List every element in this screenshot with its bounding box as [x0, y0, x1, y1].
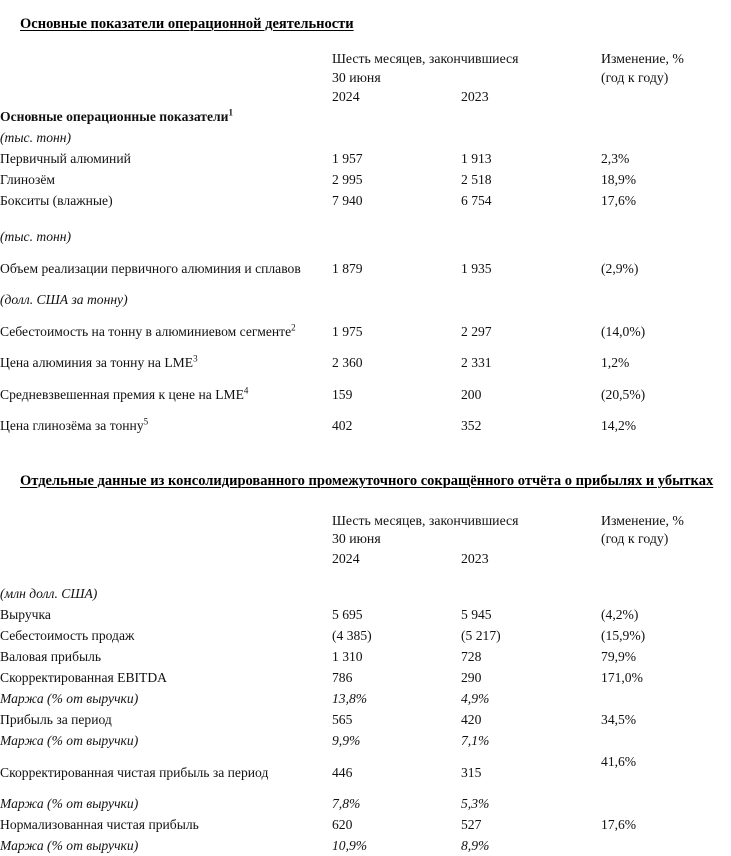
- row-value-change: 2,3%: [601, 151, 630, 167]
- table-row: [0, 625, 731, 646]
- table-row: [0, 353, 731, 374]
- table-2-units-row: [0, 583, 731, 604]
- row-value-change: 34,5%: [601, 712, 637, 727]
- spacer-cell: [461, 212, 601, 227]
- table-row: [0, 814, 731, 835]
- operating-results-table: [0, 35, 731, 437]
- period-line-1: Шесть месяцев, закончившиеся: [332, 51, 519, 67]
- table-row: [0, 374, 731, 416]
- change-line-2: (год к году): [601, 69, 669, 85]
- row-value-2024: 2 360: [332, 355, 363, 371]
- table-2-change-header: [601, 512, 731, 549]
- spacer-cell: [332, 212, 461, 227]
- row-value-2023: 2 297: [461, 323, 492, 339]
- table-row: [0, 416, 731, 437]
- header-empty-cell: [601, 549, 731, 568]
- row-label: Маржа (% от выручки): [0, 691, 139, 706]
- row-value-2024: (4 385): [332, 628, 372, 643]
- row-value-2023: 1 935: [461, 260, 492, 276]
- table-row: [0, 646, 731, 667]
- row-value-2024: 7,8%: [332, 796, 361, 811]
- row-value-2024: 10,9%: [332, 838, 368, 853]
- units-label: (млн долл. США): [0, 586, 98, 601]
- table-row: [0, 248, 731, 290]
- change-line-1: Изменение, %: [601, 512, 684, 528]
- spacer-cell: [332, 568, 461, 583]
- spacer-cell: [0, 568, 332, 583]
- change-line-1: Изменение, %: [601, 51, 684, 67]
- row-value-change: [601, 835, 731, 856]
- table-2-header-period-row: [0, 512, 731, 549]
- row-value-2024: 402: [332, 418, 353, 434]
- table-row: [0, 191, 731, 212]
- section-2-heading: [0, 463, 731, 492]
- row-value-2024: 1 975: [332, 323, 363, 339]
- row-label-text: Цена глинозёма за тонну: [0, 418, 144, 434]
- row-value-2024: 1 310: [332, 649, 363, 664]
- row-value-change: (4,2%): [601, 607, 639, 622]
- row-value-2023: 1 913: [461, 151, 492, 167]
- row-value-change: 1,2%: [601, 355, 630, 371]
- row-label: Маржа (% от выручки): [0, 838, 139, 853]
- row-label: Первичный алюминий: [0, 151, 131, 167]
- table-2-header-year-row: [0, 549, 731, 568]
- row-value-2023: 200: [461, 386, 482, 402]
- units-label: (долл. США за тонну): [0, 292, 128, 308]
- section-1-heading: [0, 0, 731, 35]
- row-value-change: [601, 793, 731, 814]
- row-value-2023: 728: [461, 649, 482, 664]
- table-1-top-spacer: [0, 35, 731, 50]
- row-value-change: 171,0%: [601, 670, 643, 685]
- table-1-header-period-row: [0, 50, 731, 87]
- table-row: [0, 170, 731, 191]
- row-label: Глинозём: [0, 172, 55, 188]
- row-label: Маржа (% от выручки): [0, 733, 139, 748]
- empty-cell: [461, 227, 601, 248]
- row-value-2024: 2 995: [332, 172, 363, 188]
- period-line-1: Шесть месяцев, закончившиеся: [332, 512, 519, 528]
- table-1-units-row-1: [0, 128, 731, 149]
- empty-cell: [332, 227, 461, 248]
- empty-cell: [601, 583, 731, 604]
- table-1-change-header: [601, 50, 731, 87]
- table-row: [0, 793, 731, 814]
- empty-cell: [332, 128, 461, 149]
- row-value-2024: 7 940: [332, 193, 363, 209]
- row-value-change: 41,6%: [601, 754, 637, 770]
- group-title-footnote-marker: 1: [228, 107, 233, 118]
- header-empty-cell: [601, 87, 731, 106]
- units-label: (тыс. тонн): [0, 229, 72, 245]
- row-value-2024: 565: [332, 712, 353, 727]
- empty-cell: [332, 107, 461, 128]
- table-row: [0, 751, 731, 793]
- row-value-2023: 4,9%: [461, 691, 490, 706]
- table-row: [0, 149, 731, 170]
- row-label: Бокситы (влажные): [0, 193, 113, 209]
- row-value-2024: 159: [332, 386, 353, 402]
- empty-cell: [461, 107, 601, 128]
- row-label: [0, 416, 332, 437]
- units-label: (тыс. тонн): [0, 130, 72, 146]
- operating-results-group-title: [0, 107, 332, 128]
- row-footnote-marker: 4: [243, 385, 249, 396]
- row-label: Нормализованная чистая прибыль: [0, 817, 199, 832]
- row-value-2024: 13,8%: [332, 691, 368, 706]
- table-1-units-row-2: [0, 227, 731, 248]
- row-value-change: 17,6%: [601, 817, 637, 832]
- empty-cell: [332, 290, 461, 311]
- heading-gap: [0, 492, 731, 512]
- row-value-change: 79,9%: [601, 649, 637, 664]
- table-row: [0, 709, 731, 730]
- table-1-header-year-row: [0, 87, 731, 106]
- row-value-2023: (5 217): [461, 628, 501, 643]
- row-value-2023: 420: [461, 712, 482, 727]
- group-title-text: Основные операционные показатели: [0, 109, 229, 125]
- row-value-2024: 9,9%: [332, 733, 361, 748]
- row-value-2024: 1 879: [332, 260, 363, 276]
- change-line-2: (год к году): [601, 531, 669, 547]
- row-label-text: Средневзвешенная премия к цене на LME: [0, 386, 244, 402]
- row-label: [0, 311, 332, 353]
- spacer-cell: [601, 35, 731, 50]
- row-value-2023: 527: [461, 817, 482, 832]
- empty-cell: [601, 227, 731, 248]
- empty-cell: [601, 107, 731, 128]
- row-value-change: 17,6%: [601, 193, 637, 209]
- table-2-year-2023: 2023: [461, 550, 489, 566]
- row-label: Объем реализации первичного алюминия и сплавов: [0, 260, 301, 276]
- income-statement-table: [0, 512, 731, 856]
- row-value-change: 18,9%: [601, 172, 637, 188]
- row-value-2024: 1 957: [332, 151, 363, 167]
- row-value-2023: 5,3%: [461, 796, 490, 811]
- empty-cell: [601, 290, 731, 311]
- row-value-2023: 8,9%: [461, 838, 490, 853]
- row-value-change: [601, 688, 731, 709]
- table-row: [0, 730, 731, 751]
- header-empty-cell: [0, 512, 332, 549]
- row-value-change: (2,9%): [601, 260, 639, 276]
- table-1-year-2024: 2024: [332, 89, 360, 105]
- row-value-2024: 786: [332, 670, 353, 685]
- row-value-change: (14,0%): [601, 323, 646, 339]
- empty-cell: [461, 290, 601, 311]
- row-footnote-marker: 2: [291, 322, 296, 333]
- header-empty-cell: [0, 50, 332, 87]
- row-label: Маржа (% от выручки): [0, 796, 139, 811]
- header-empty-cell: [0, 549, 332, 568]
- row-label: Себестоимость продаж: [0, 628, 135, 643]
- row-value-2023: 5 945: [461, 607, 492, 622]
- table-2-period-header: [332, 512, 601, 549]
- row-footnote-marker: 3: [193, 353, 198, 364]
- row-value-2023: 2 331: [461, 355, 492, 371]
- row-label: [0, 353, 332, 374]
- row-value-change: [601, 730, 731, 751]
- spacer-cell: [601, 212, 731, 227]
- header-empty-cell: [0, 87, 332, 106]
- row-value-2024: 620: [332, 817, 353, 832]
- row-value-change: (15,9%): [601, 628, 646, 643]
- row-label: Выручка: [0, 607, 51, 622]
- row-label: Скорректированная чистая прибыль за период: [0, 764, 269, 780]
- spacer-cell: [332, 35, 461, 50]
- table-2-header-spacer: [0, 568, 731, 583]
- row-value-2023: 315: [461, 764, 482, 780]
- empty-cell: [461, 583, 601, 604]
- spacer-cell: [0, 212, 332, 227]
- row-label: Прибыль за период: [0, 712, 112, 727]
- empty-cell: [601, 128, 731, 149]
- spacer-cell: [461, 568, 601, 583]
- table-1-mid-spacer: [0, 212, 731, 227]
- row-label: Скорректированная EBITDA: [0, 670, 167, 685]
- row-label-text: Себестоимость на тонну в алюминиевом сегменте: [0, 323, 292, 339]
- table-2-year-2024: 2024: [332, 550, 360, 566]
- row-value-change: (20,5%): [601, 386, 646, 402]
- table-1-year-2023: 2023: [461, 89, 489, 105]
- row-value-2023: 6 754: [461, 193, 492, 209]
- section-1-heading-text: Основные показатели операционной деятельности: [20, 16, 354, 32]
- row-value-2023: 352: [461, 418, 482, 434]
- spacer-cell: [601, 568, 731, 583]
- row-value-2023: 290: [461, 670, 482, 685]
- empty-cell: [332, 583, 461, 604]
- row-value-2023: 7,1%: [461, 733, 490, 748]
- section-2-heading-text: Отдельные данные из консолидированного промежуточного сокращённого отчёта о прибылях и убытках: [20, 472, 714, 489]
- row-label: [0, 374, 332, 416]
- period-line-2: 30 июня: [332, 531, 381, 547]
- spacer-cell: [461, 35, 601, 50]
- spacer-cell: [0, 35, 332, 50]
- row-footnote-marker: 5: [143, 416, 149, 427]
- table-1-period-header: [332, 50, 601, 87]
- table-1-group-title-row: [0, 107, 731, 128]
- table-row: [0, 311, 731, 353]
- row-label-text: Цена алюминия за тонну на LME: [0, 355, 194, 371]
- row-value-2024: 446: [332, 764, 353, 780]
- table-row: [0, 604, 731, 625]
- row-value-2023: 2 518: [461, 172, 492, 188]
- row-label: Валовая прибыль: [0, 649, 102, 664]
- period-line-2: 30 июня: [332, 69, 381, 85]
- section-gap: [0, 437, 731, 463]
- row-value-2024: 5 695: [332, 607, 363, 622]
- table-1-units-row-3: [0, 290, 731, 311]
- empty-cell: [461, 128, 601, 149]
- table-row: [0, 688, 731, 709]
- table-row: [0, 835, 731, 856]
- table-row: [0, 667, 731, 688]
- row-value-change: 14,2%: [601, 418, 637, 434]
